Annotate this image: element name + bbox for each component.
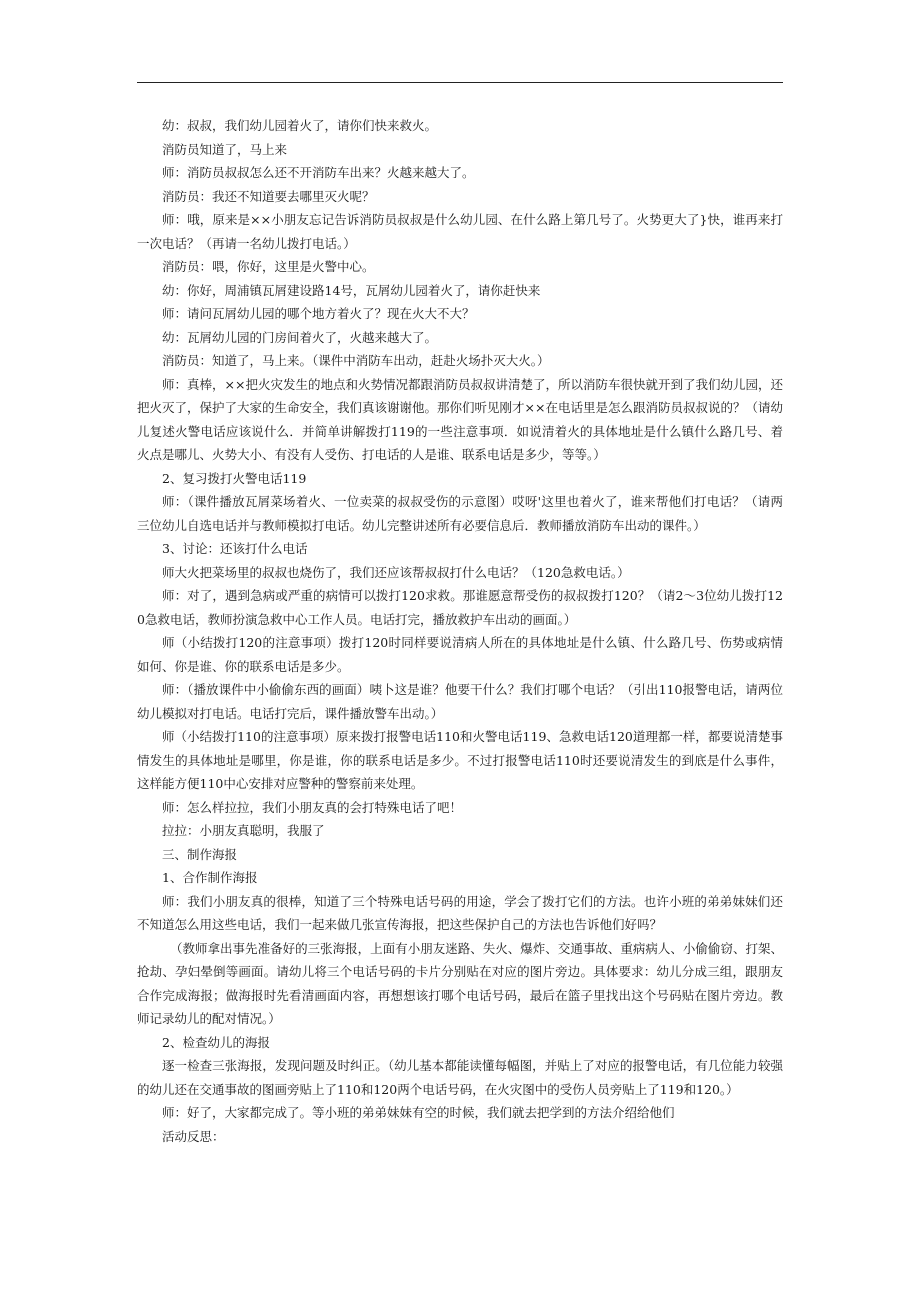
paragraph-20: 师：怎么样拉拉，我们小朋友真的会打特殊电话了吧！ <box>162 799 463 815</box>
paragraph-9: 幼：瓦屑幼儿园的门房间着火了，火越来越大了。 <box>162 329 438 345</box>
paragraph-17: 师（小结拨打120的注意事项）拨打120时同样要说清病人所在的具体地址是什么镇、什么路几号、伤势或病情如何、你是谁、你的联系电话是多少。 <box>137 635 783 674</box>
paragraph-18: 师：（播放课件中小偷偷东西的画面）咦卜这是谁？他要干什么？我们打哪个电话？（引出110报警电话，请两位幼儿模拟对打电话。电话打完后，课件播放警车出动。） <box>137 682 783 721</box>
paragraph-7: 幼：你好，周浦镇瓦屑建设路14号，瓦屑幼儿园着火了，请你赶快来 <box>162 282 541 298</box>
paragraph-11: 师：真棒，××把火灾发生的地点和火势情况都跟消防员叔叔讲清楚了，所以消防车很快就开到了我们幼儿园，还把火灭了，保护了大家的生命安全，我们真该谢谢他。那你们听见刚才××在电话里是怎么跟消防员叔叔说的？（请幼儿复述火警电话应该说什么．并简单讲解拨打119的一些注意事项．如说清着火的具体地址是什么镇什么路几号、着火点是哪儿、火势大小、有没有人受伤、打电话的人是谁、联系电话是多少，等等。） <box>137 376 783 462</box>
paragraph-1: 幼：叔叔，我们幼儿园着火了，请你们快来救火。 <box>162 118 438 133</box>
paragraph-21: 拉拉：小朋友真聪明，我服了 <box>162 823 325 838</box>
paragraph-3: 师：消防员叔叔怎么还不开消防车出来？火越来越大了。 <box>162 165 475 180</box>
section-heading-3: 3、讨论：还该打什么电话 <box>162 541 308 556</box>
section-heading-check-poster: 2、检查幼儿的海报 <box>162 1034 270 1050</box>
paragraph-6: 消防员：喂，你好，这里是火警中心。 <box>162 259 375 274</box>
paragraph-16: 师：对了，遇到急病或严重的病情可以拨打120求救。那谁愿意帮受伤的叔叔拨打120？（请2～3位幼儿拨打120急救电话，教师扮演急救中心工作人员。电话打完，播放救护车出动的画面。） <box>137 588 783 627</box>
paragraph-13: 师：（课件播放瓦屑菜场着火、一位卖菜的叔叔受伤的示意图）哎呀'这里也着火了，谁来帮他们打电话？（请两三位幼儿自选电话并与教师模拟打电话。幼儿完整讲述所有必要信息后．教师播放消防车出动的课件。） <box>137 494 783 533</box>
paragraph-15: 师大火把菜场里的叔叔也烧伤了，我们还应该帮叔叔打什么电话？（120急救电话。） <box>162 564 630 580</box>
header-rule <box>137 82 783 83</box>
section-heading-make-poster: 1、合作制作海报 <box>162 870 258 885</box>
paragraph-4: 消防员：我还不知道要去哪里灭火呢？ <box>162 188 375 204</box>
paragraph-10: 消防员：知道了，马上来。（课件中消防车出动，赶赴火场扑灭大火。） <box>162 353 550 368</box>
paragraph-reflection: 活动反思： <box>162 1128 225 1144</box>
paragraph-27: 逐一检查三张海报，发现问题及时纠正。（幼儿基本都能读懂每幅图，并贴上了对应的报警电话，有几位能力较强的幼儿还在交通事故的图画旁贴上了110和120两个电话号码，在火灾图中的受伤人员旁贴上了119和120。） <box>137 1058 783 1097</box>
paragraph-19: 师（小结拨打110的注意事项）原来拨打报警电话110和火警电话119、急救电话120道理都一样，都要说清楚事情发生的具体地址是哪里，你是谁，你的联系电话是多少。不过打报警电话110时还要说清发生的到底是什么事件，这样能方便110中心安排对应警种的警察前来处理。 <box>137 729 783 791</box>
paragraph-5: 师：哦，原来是××小朋友忘记告诉消防员叔叔是什么幼儿园、在什么路上第几号了。火势更大了}快，谁再来打一次电话？（再请一名幼儿拨打电话。） <box>137 212 783 251</box>
paragraph-25: （教师拿出事先准备好的三张海报，上面有小朋友迷路、失火、爆炸、交通事故、重病病人、小偷偷窃、打架、抢劫、孕妇晕倒等画面。请幼儿将三个电话号码的卡片分别贴在对应的图片旁边。具体要求：幼儿分成三组，跟朋友合作完成海报；做海报时先看清画面内容，再想想该打哪个电话号码，最后在篮子里找出这个号码贴在图片旁边。教师记录幼儿的配对情况。） <box>137 940 783 1026</box>
section-heading-2: 2、复习拨打火警电话119 <box>162 470 307 486</box>
paragraph-24: 师：我们小朋友真的很棒，知道了三个特殊电话号码的用途，学会了拨打它们的方法。也许小班的弟弟妹妹们还不知道怎么用这些电话，我们一起来做几张宣传海报，把这些保护自己的方法也告诉他们好吗？ <box>137 893 783 932</box>
paragraph-28: 师：好了，大家都完成了。等小班的弟弟妹妹有空的时候，我们就去把学到的方法介绍给他们 <box>162 1105 675 1120</box>
document-body <box>137 114 783 1148</box>
paragraph-8: 师：请问瓦屑幼儿园的哪个地方着火了？现在火大不大？ <box>162 306 475 321</box>
paragraph-2: 消防员知道了，马上来 <box>162 141 288 157</box>
section-heading-part-3: 三、制作海报 <box>162 846 238 862</box>
